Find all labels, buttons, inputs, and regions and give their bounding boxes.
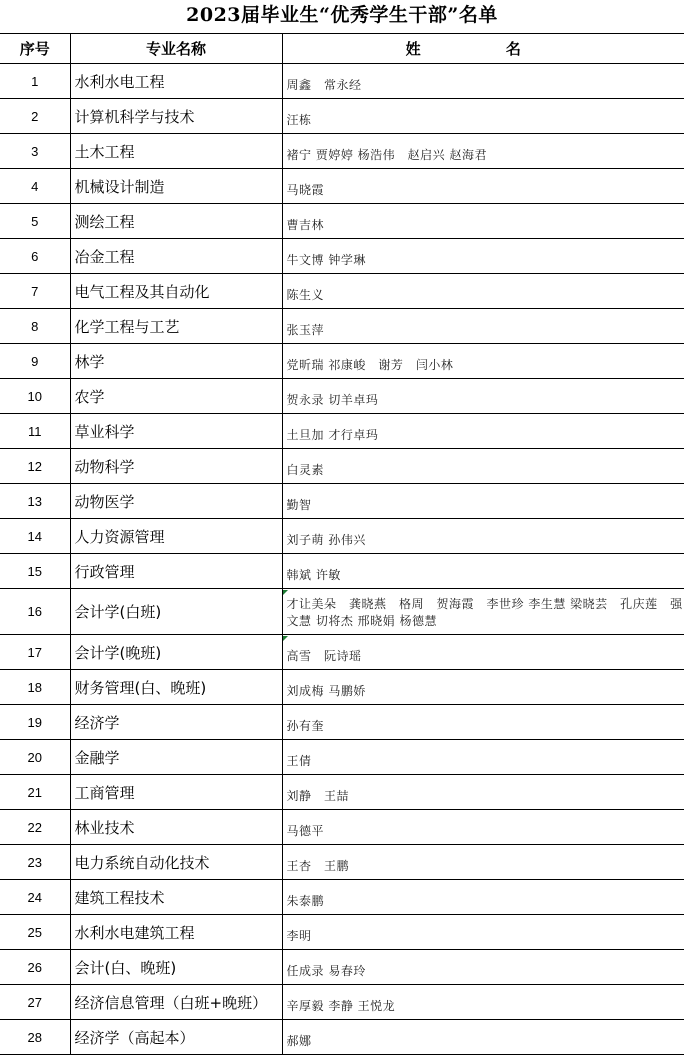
table-row (0, 344, 684, 379)
cell-marker-icon (283, 590, 288, 595)
cell-index[interactable]: 1 (0, 64, 70, 99)
cell-index[interactable]: 9 (0, 344, 70, 379)
cell-index[interactable]: 7 (0, 274, 70, 309)
cell-index[interactable]: 16 (0, 589, 70, 635)
cell-major[interactable]: 水利水电建筑工程 (70, 915, 282, 950)
cell-names[interactable]: 高雪 阮诗瑶 (282, 635, 684, 670)
cell-names[interactable]: 朱泰鹏 (282, 880, 684, 915)
cell-index[interactable]: 25 (0, 915, 70, 950)
cell-index[interactable]: 13 (0, 484, 70, 519)
table-row (0, 1020, 684, 1055)
cell-index[interactable]: 28 (0, 1020, 70, 1055)
table-row (0, 169, 684, 204)
cell-major[interactable]: 金融学 (70, 740, 282, 775)
cell-major[interactable]: 冶金工程 (70, 239, 282, 274)
cell-names[interactable]: 贺永录 切羊卓玛 (282, 379, 684, 414)
cell-index[interactable]: 17 (0, 635, 70, 670)
cell-major[interactable]: 工商管理 (70, 775, 282, 810)
table-row (0, 239, 684, 274)
header-index[interactable]: 序号 (0, 34, 70, 64)
table-row (0, 705, 684, 740)
cell-index[interactable]: 20 (0, 740, 70, 775)
table-row (0, 635, 684, 670)
table-row (0, 274, 684, 309)
table-row (0, 915, 684, 950)
table-row (0, 309, 684, 344)
cell-index[interactable]: 10 (0, 379, 70, 414)
cell-names[interactable]: 刘子萌 孙伟兴 (282, 519, 684, 554)
cell-major[interactable]: 电力系统自动化技术 (70, 845, 282, 880)
cell-major[interactable]: 财务管理(白、晚班) (70, 670, 282, 705)
table-row (0, 484, 684, 519)
cell-index[interactable]: 21 (0, 775, 70, 810)
table-row (0, 810, 684, 845)
table-row (0, 99, 684, 134)
cell-index[interactable]: 2 (0, 99, 70, 134)
table-row (0, 670, 684, 705)
cell-major[interactable]: 机械设计制造 (70, 169, 282, 204)
cell-index[interactable]: 18 (0, 670, 70, 705)
cell-major[interactable]: 测绘工程 (70, 204, 282, 239)
cell-names[interactable]: 周鑫 常永经 (282, 64, 684, 99)
header-major[interactable]: 专业名称 (70, 34, 282, 64)
page-title: 2023届毕业生“优秀学生干部”名单 (186, 4, 498, 26)
cell-major[interactable]: 经济信息管理（白班+晚班） (70, 985, 282, 1020)
cell-index[interactable]: 5 (0, 204, 70, 239)
cell-index[interactable]: 4 (0, 169, 70, 204)
cell-index[interactable]: 23 (0, 845, 70, 880)
table-row (0, 64, 684, 99)
cell-index[interactable]: 3 (0, 134, 70, 169)
cell-names[interactable]: 辛厚毅 李静 王悦龙 (282, 985, 684, 1020)
cell-index[interactable]: 8 (0, 309, 70, 344)
table-row (0, 554, 684, 589)
cell-major[interactable]: 人力资源管理 (70, 519, 282, 554)
cell-names[interactable]: 汪栋 (282, 99, 684, 134)
cell-names[interactable]: 马德平 (282, 810, 684, 845)
table-row (0, 379, 684, 414)
cell-index[interactable]: 26 (0, 950, 70, 985)
cell-index[interactable]: 12 (0, 449, 70, 484)
table-row (0, 950, 684, 985)
cell-major[interactable]: 会计学(白班) (70, 589, 282, 635)
cell-major[interactable]: 经济学（高起本） (70, 1020, 282, 1055)
table-row (0, 985, 684, 1020)
cell-major[interactable]: 林学 (70, 344, 282, 379)
table-row (0, 775, 684, 810)
cell-names[interactable]: 土旦加 才行卓玛 (282, 414, 684, 449)
cell-major[interactable]: 土木工程 (70, 134, 282, 169)
cell-major[interactable]: 动物科学 (70, 449, 282, 484)
cell-names[interactable]: 勤智 (282, 484, 684, 519)
cell-names[interactable]: 任成录 易春玲 (282, 950, 684, 985)
cell-major[interactable]: 计算机科学与技术 (70, 99, 282, 134)
cell-names[interactable]: 牛文博 钟学琳 (282, 239, 684, 274)
cell-names[interactable]: 马晓霞 (282, 169, 684, 204)
cell-names[interactable]: 刘静 王喆 (282, 775, 684, 810)
cell-major[interactable]: 行政管理 (70, 554, 282, 589)
cell-major[interactable]: 电气工程及其自动化 (70, 274, 282, 309)
cell-index[interactable]: 15 (0, 554, 70, 589)
cell-names[interactable]: 才让美朵 龚晓燕 格周 贺海霞 李世珍 李生慧 梁晓芸 孔庆莲 强文慧 切将杰 邢晓娟 杨德慧 (282, 589, 684, 635)
cell-major[interactable]: 经济学 (70, 705, 282, 740)
cell-index[interactable]: 11 (0, 414, 70, 449)
cell-index[interactable]: 27 (0, 985, 70, 1020)
cell-names[interactable]: 刘成梅 马鹏娇 (282, 670, 684, 705)
cell-names[interactable]: 白灵素 (282, 449, 684, 484)
cell-names[interactable]: 曹吉林 (282, 204, 684, 239)
cell-names[interactable]: 王倩 (282, 740, 684, 775)
cell-names[interactable]: 郝娜 (282, 1020, 684, 1055)
cell-index[interactable]: 22 (0, 810, 70, 845)
table-row (0, 204, 684, 239)
table-row (0, 740, 684, 775)
table-row (0, 414, 684, 449)
table-row (0, 589, 684, 635)
cell-names[interactable]: 韩斌 许敏 (282, 554, 684, 589)
table-row (0, 880, 684, 915)
cell-major[interactable]: 草业科学 (70, 414, 282, 449)
cell-major[interactable]: 农学 (70, 379, 282, 414)
cell-index[interactable]: 6 (0, 239, 70, 274)
cell-names[interactable]: 李明 (282, 915, 684, 950)
cell-major[interactable]: 动物医学 (70, 484, 282, 519)
header-names[interactable]: 姓 名 (282, 34, 684, 64)
cell-major[interactable]: 会计(白、晚班) (70, 950, 282, 985)
cell-names[interactable]: 陈生义 (282, 274, 684, 309)
cell-names[interactable]: 张玉萍 (282, 309, 684, 344)
cell-major[interactable]: 建筑工程技术 (70, 880, 282, 915)
table-row (0, 519, 684, 554)
cell-index[interactable]: 14 (0, 519, 70, 554)
cell-names[interactable]: 党昕瑞 祁康峻 谢芳 闫小林 (282, 344, 684, 379)
cell-major[interactable]: 林业技术 (70, 810, 282, 845)
cell-major[interactable]: 会计学(晚班) (70, 635, 282, 670)
honor-list-table (0, 33, 684, 1055)
cell-major[interactable]: 化学工程与工艺 (70, 309, 282, 344)
cell-marker-icon (283, 636, 288, 641)
cell-major[interactable]: 水利水电工程 (70, 64, 282, 99)
header-row (0, 34, 684, 64)
cell-index[interactable]: 19 (0, 705, 70, 740)
cell-names[interactable]: 褚宁 贾婷婷 杨浩伟 赵启兴 赵海君 (282, 134, 684, 169)
cell-names[interactable]: 孙有奎 (282, 705, 684, 740)
table-row (0, 845, 684, 880)
table-row (0, 449, 684, 484)
cell-names[interactable]: 王杏 王鹏 (282, 845, 684, 880)
table-row (0, 134, 684, 169)
cell-index[interactable]: 24 (0, 880, 70, 915)
